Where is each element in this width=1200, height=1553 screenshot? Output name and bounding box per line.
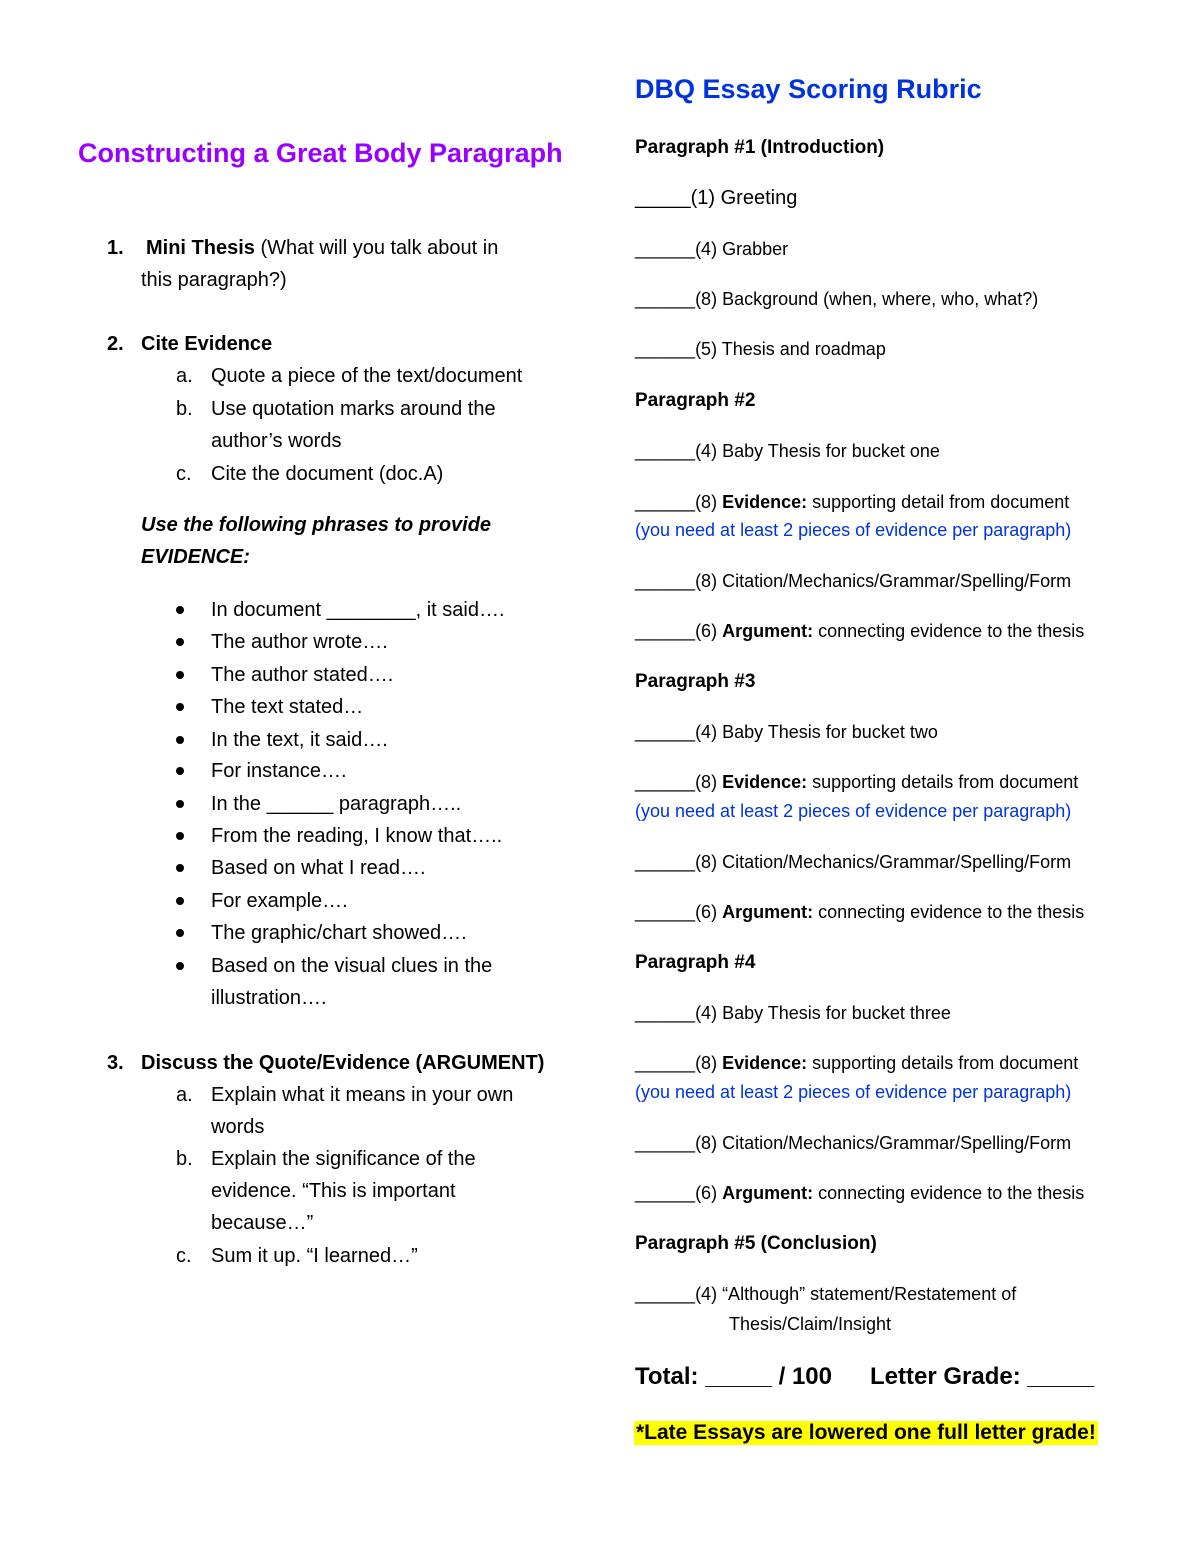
paragraph-4-heading: Paragraph #4 (635, 952, 756, 973)
late-policy-note: *Late Essays are lowered one full letter grade! (636, 1421, 1096, 1444)
rubric-baby-thesis: ______(4) Baby Thesis for bucket one (635, 441, 940, 461)
step-2-item-b: Use quotation marks around the (211, 398, 496, 420)
step-3-item-b: Explain the significance of the (211, 1148, 476, 1170)
rubric-thesis: ______(5) Thesis and roadmap (635, 339, 886, 359)
paragraph-3-heading: Paragraph #3 (635, 671, 756, 692)
list-item: The graphic/chart showed…. (211, 922, 467, 944)
rubric-argument (635, 1183, 1084, 1204)
rubric-conclusion-line-2: Thesis/Claim/Insight (729, 1314, 892, 1334)
rubric-evidence-blank: ______(8) (635, 492, 723, 512)
bullet-icon (176, 897, 184, 905)
step-3-item-a-line-2: words (211, 1116, 265, 1138)
step-3-item-c: Sum it up. “I learned…” (211, 1245, 418, 1267)
rubric-greeting: _____(1) Greeting (635, 187, 798, 209)
step-1-text (146, 232, 498, 264)
step-3-item-b-letter: b. (176, 1148, 193, 1170)
step-2-number: 2. (107, 333, 124, 355)
rubric-argument-blank: ______(6) (635, 902, 723, 922)
list-item: For example…. (211, 890, 348, 912)
guide-title: Constructing a Great Body Paragraph (78, 138, 563, 168)
paragraph-5-heading: Paragraph #5 (Conclusion) (635, 1233, 877, 1254)
rubric-citation: ______(8) Citation/Mechanics/Grammar/Spelling/Form (635, 1133, 1072, 1153)
rubric-evidence-blank: ______(8) (635, 1053, 723, 1073)
rubric-evidence (635, 492, 1069, 513)
step-3-item-a-letter: a. (176, 1084, 193, 1106)
bullet-icon (176, 832, 184, 840)
step-3-item-b-line-3: because…” (211, 1212, 314, 1234)
bullet-icon (176, 703, 184, 711)
step-1-rest: (What will you talk about in (254, 237, 499, 259)
bullet-icon (176, 638, 184, 646)
rubric-argument-text: connecting evidence to the thesis (813, 902, 1085, 922)
bullet-icon (176, 929, 184, 937)
evidence-note: (you need at least 2 pieces of evidence per paragraph) (635, 801, 1072, 821)
bullet-icon (176, 962, 184, 970)
step-3-label: Discuss the Quote/Evidence (ARGUMENT) (141, 1052, 545, 1074)
bullet-icon (176, 767, 184, 775)
rubric-argument-text: connecting evidence to the thesis (813, 1183, 1085, 1203)
rubric-background: ______(8) Background (when, where, who, what?) (635, 289, 1039, 309)
list-item-continued: illustration…. (211, 987, 327, 1009)
rubric-evidence-label: Evidence: (722, 492, 808, 512)
rubric-evidence (635, 1053, 1078, 1074)
step-2-label: Cite Evidence (141, 333, 273, 355)
step-3-item-a: Explain what it means in your own (211, 1084, 514, 1106)
rubric-evidence-blank: ______(8) (635, 772, 723, 792)
evidence-note: (you need at least 2 pieces of evidence per paragraph) (635, 1082, 1072, 1102)
step-3-item-c-letter: c. (176, 1245, 192, 1267)
rubric-argument-blank: ______(6) (635, 621, 723, 641)
list-item: The text stated… (211, 696, 364, 718)
step-3-item-b-line-2: evidence. “This is important (211, 1180, 456, 1202)
evidence-note: (you need at least 2 pieces of evidence per paragraph) (635, 520, 1072, 540)
letter-grade: Letter Grade: _____ (870, 1363, 1095, 1390)
list-item: Based on the visual clues in the (211, 955, 493, 977)
total-score: Total: _____ / 100 (635, 1363, 832, 1390)
rubric-baby-thesis: ______(4) Baby Thesis for bucket two (635, 722, 938, 742)
step-1-label: Mini Thesis (146, 237, 255, 259)
rubric-evidence-text: supporting detail from document (807, 492, 1070, 512)
list-item: In document ________, it said…. (211, 599, 505, 621)
phrases-intro-line-2: EVIDENCE: (141, 546, 250, 568)
rubric-baby-thesis: ______(4) Baby Thesis for bucket three (635, 1003, 951, 1023)
bullet-icon (176, 864, 184, 872)
step-2-item-a-letter: a. (176, 365, 193, 387)
list-item: The author wrote…. (211, 631, 388, 653)
rubric-argument-label: Argument: (722, 1183, 814, 1203)
rubric-evidence-label: Evidence: (722, 772, 808, 792)
bullet-icon (176, 736, 184, 744)
step-2-item-b-letter: b. (176, 398, 193, 420)
list-item: From the reading, I know that….. (211, 825, 503, 847)
step-1 (107, 232, 124, 264)
list-item: Based on what I read…. (211, 857, 426, 879)
rubric-argument (635, 621, 1084, 642)
paragraph-2-heading: Paragraph #2 (635, 390, 756, 411)
rubric-evidence-label: Evidence: (722, 1053, 808, 1073)
step-3-number: 3. (107, 1052, 124, 1074)
rubric-evidence-text: supporting details from document (807, 1053, 1079, 1073)
rubric-argument (635, 902, 1084, 923)
step-1-rest-line-2: this paragraph?) (141, 269, 287, 291)
bullet-icon (176, 606, 184, 614)
bullet-icon (176, 800, 184, 808)
paragraph-1-heading: Paragraph #1 (Introduction) (635, 137, 885, 158)
rubric-citation: ______(8) Citation/Mechanics/Grammar/Spelling/Form (635, 852, 1072, 872)
rubric-argument-label: Argument: (722, 902, 814, 922)
rubric-evidence-text: supporting details from document (807, 772, 1079, 792)
step-2-item-c: Cite the document (doc.A) (211, 463, 444, 485)
rubric-conclusion: ______(4) “Although” statement/Restatement of (635, 1284, 1017, 1304)
step-2-item-a: Quote a piece of the text/document (211, 365, 523, 387)
step-1-number: 1. (107, 237, 124, 259)
list-item: For instance…. (211, 760, 347, 782)
list-item: In the ______ paragraph….. (211, 793, 462, 815)
rubric-title: DBQ Essay Scoring Rubric (635, 74, 982, 104)
list-item: The author stated…. (211, 664, 394, 686)
phrases-intro: Use the following phrases to provide (141, 514, 492, 536)
rubric-argument-text: connecting evidence to the thesis (813, 621, 1085, 641)
list-item: In the text, it said…. (211, 729, 388, 751)
bullet-icon (176, 671, 184, 679)
rubric-evidence (635, 772, 1078, 793)
rubric-citation: ______(8) Citation/Mechanics/Grammar/Spelling/Form (635, 571, 1072, 591)
step-2-item-b-line-2: author’s words (211, 430, 342, 452)
rubric-grabber: ______(4) Grabber (635, 239, 789, 259)
rubric-argument-blank: ______(6) (635, 1183, 723, 1203)
rubric-argument-label: Argument: (722, 621, 814, 641)
step-2-item-c-letter: c. (176, 463, 192, 485)
